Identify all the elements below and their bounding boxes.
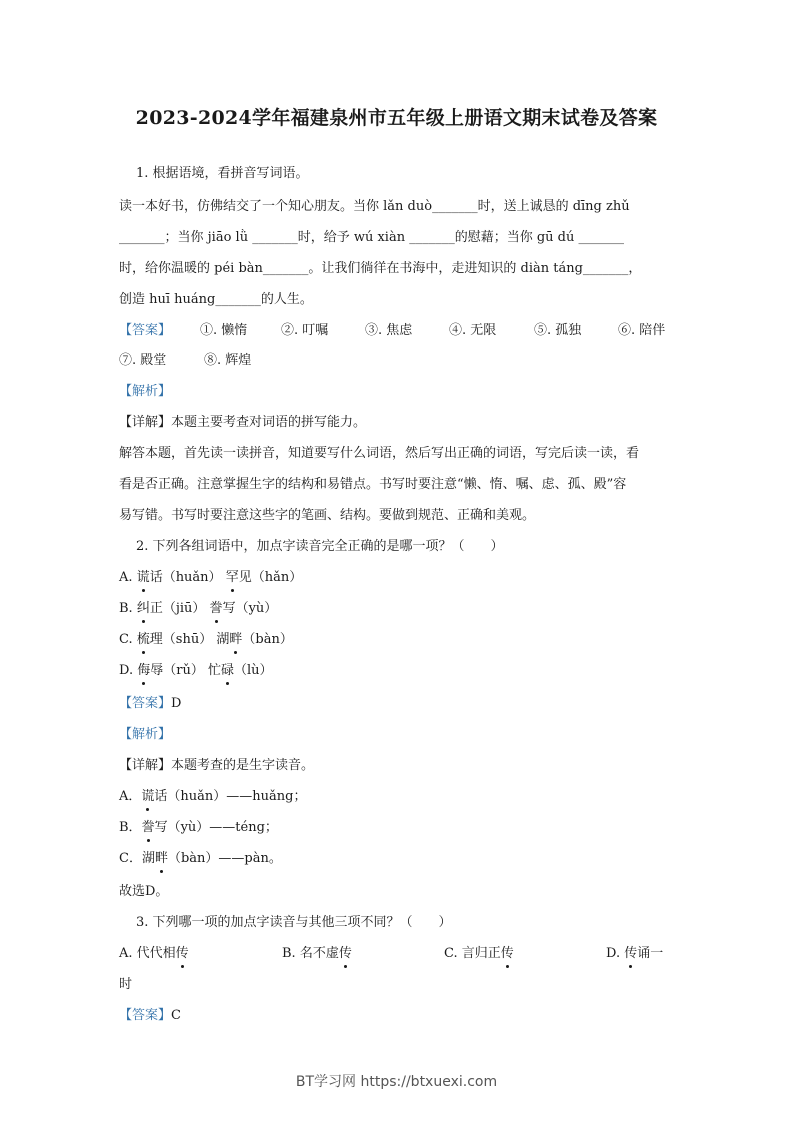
fix-text: 话（huǎn）——huǎng；: [154, 789, 307, 804]
dotted-char: 誊: [142, 818, 155, 838]
q1-answer-6: ⑥. 陪伴: [618, 323, 666, 338]
option-text: 话（huǎn）: [149, 570, 222, 585]
q3-option-b: [282, 944, 352, 964]
q3-stem: 3. 下列哪一项的加点字读音与其他三项不同？（ ）: [136, 915, 452, 930]
q2-detail-tag: 【详解】: [119, 758, 172, 773]
option-text: 正（jiū）: [149, 601, 206, 616]
option-text: B. 名不虚: [282, 946, 339, 961]
q2-conclusion: 故选D。: [119, 884, 169, 899]
dotted-char: 传: [339, 944, 352, 964]
dotted-char: 梳: [137, 630, 150, 650]
option-text: 辱（rǔ）: [150, 663, 204, 678]
fix-text: C．湖: [119, 851, 155, 866]
q1-answer-7: ⑦. 殿堂: [119, 353, 167, 368]
q2-detail-text: 本题考查的是生字读音。: [171, 758, 315, 773]
option-text: A. 代代相: [119, 946, 176, 961]
q1-explain-3: 易写错。书写时要注意这些字的笔画、结构。要做到规范、正确和美观。: [119, 508, 536, 523]
option-text: 湖: [216, 632, 230, 647]
q1-explain-1: 解答本题，首先读一读拼音，知道要写什么词语，然后写出正确的词语，写完后读一读，看: [119, 446, 640, 461]
dotted-char: 罕: [226, 568, 239, 588]
fix-text: B．: [119, 820, 142, 835]
option-text: （lù）: [234, 663, 273, 678]
q1-line-4: 创造 huī huáng_______的人生。: [119, 292, 313, 307]
q3-answer: [119, 1006, 675, 1026]
q3-answer-tag: 【答案】: [119, 1008, 172, 1023]
q2-analysis-tag: 【解析】: [119, 727, 172, 742]
q1-analysis-tag: 【解析】: [119, 384, 172, 399]
dotted-char: 传: [176, 944, 189, 964]
option-text: D.: [606, 946, 625, 961]
option-letter: D.: [119, 663, 134, 678]
option-text: 写（yù）: [222, 601, 278, 616]
dotted-char: 畔: [155, 849, 168, 869]
dotted-char: 碌: [221, 661, 234, 681]
q2-detail: [119, 756, 675, 776]
dotted-char: 谎: [141, 787, 154, 807]
option-letter: C.: [119, 632, 133, 647]
q2-option-d: [119, 661, 675, 681]
dotted-char: 谎: [137, 568, 150, 588]
q1-line-2: _______；当你 jiāo lǜ _______时，给予 wú xiàn _______的慰藉；当你 gū dú _______: [119, 230, 624, 245]
q2-answer-tag: 【答案】: [119, 696, 172, 711]
footer-watermark: BT学习网 https://btxuexi.com: [295, 1074, 498, 1090]
q1-detail-text: 本题主要考查对词语的拼写能力。: [171, 415, 367, 430]
fix-text: （bàn）——pàn。: [167, 851, 282, 866]
option-text: 见（hǎn）: [238, 570, 303, 585]
q1-answer-8: ⑧. 辉煌: [204, 353, 252, 368]
option-text: 理（shū）: [149, 632, 213, 647]
dotted-char: 誊: [210, 599, 223, 619]
q3-option-a: [119, 944, 189, 964]
option-text: （bàn）: [242, 632, 293, 647]
q1-line-1: 读一本好书，仿佛结交了一个知心朋友。当你 lǎn duò_______时，送上诚恳的 dīng zhǔ: [119, 199, 630, 214]
q2-option-c: [119, 630, 675, 650]
dotted-char: 传: [624, 944, 637, 964]
q2-option-a: [119, 568, 675, 588]
q2-option-b: [119, 599, 675, 619]
q1-detail: [119, 413, 675, 433]
q2-stem: 2. 下列各组词语中，加点字读音完全正确的是哪一项？（ ）: [136, 539, 504, 554]
page-title: 2023-2024学年福建泉州市五年级上册语文期末试卷及答案: [135, 107, 658, 129]
option-text: C. 言归正: [444, 946, 501, 961]
dotted-char: 侮: [137, 661, 150, 681]
fix-text: 写（yù）——téng；: [154, 820, 278, 835]
q2-fix-c: [119, 849, 675, 869]
q3-answer-value: C: [171, 1008, 181, 1023]
q3-option-c: [444, 944, 514, 964]
option-text: 诵一: [637, 946, 664, 961]
q1-explain-2: 看是否正确。注意掌握生字的结构和易错点。书写时要注意“懒、惰、嘱、虑、孤、殿”容: [119, 477, 627, 492]
q1-line-3: 时，给你温暖的 péi bàn_______。让我们徜徉在书海中，走进知识的 diàn táng_______，: [119, 261, 642, 276]
q2-fix-b: [119, 818, 675, 838]
option-letter: A.: [119, 570, 133, 585]
q3-option-d: [606, 944, 663, 964]
q2-answer: [119, 694, 675, 714]
q3-option-d-wrap: 时: [119, 977, 133, 992]
dotted-char: 传: [501, 944, 514, 964]
dotted-char: 畔: [229, 630, 242, 650]
q1-answer-tag: 【答案】: [119, 323, 172, 338]
q1-answer-4: ④. 无限: [449, 323, 497, 338]
option-letter: B.: [119, 601, 133, 616]
q1-stem: 1. 根据语境，看拼音写词语。: [136, 166, 309, 181]
q1-answer-1: ①. 懒惰: [200, 323, 248, 338]
q1-answer-3: ③. 焦虑: [365, 323, 413, 338]
q2-fix-a: [119, 787, 675, 807]
option-text: 忙: [207, 663, 221, 678]
dotted-char: 纠: [137, 599, 150, 619]
q2-answer-value: D: [171, 696, 182, 711]
fix-text: A．: [119, 789, 142, 804]
q1-answer-2: ②. 叮嘱: [281, 323, 329, 338]
q1-answer-5: ⑤. 孤独: [534, 323, 582, 338]
q1-detail-tag: 【详解】: [119, 415, 172, 430]
